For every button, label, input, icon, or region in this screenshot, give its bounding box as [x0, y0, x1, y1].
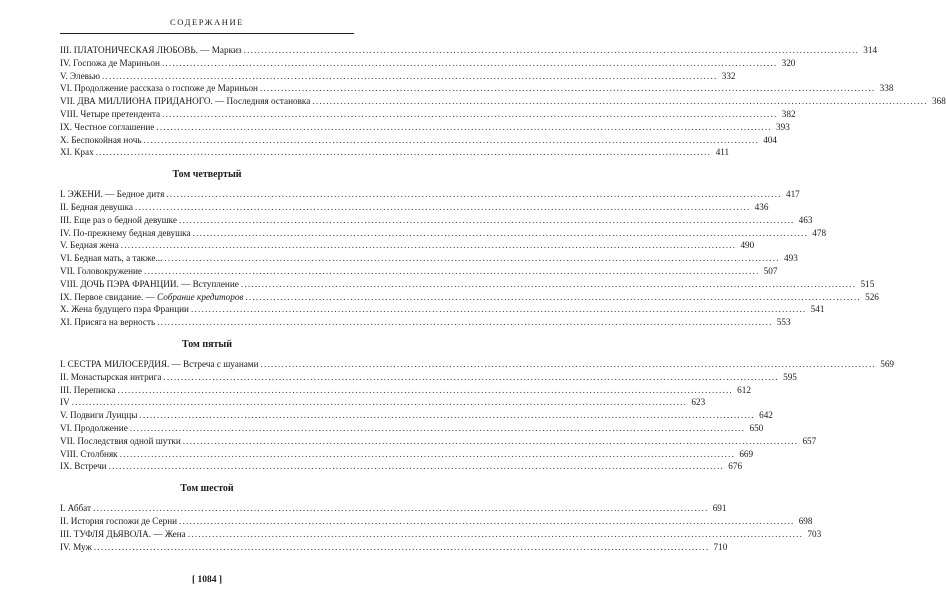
header-rule	[60, 33, 354, 34]
toc-entry	[60, 528, 822, 541]
toc-entry	[60, 396, 706, 409]
toc-entry	[60, 384, 751, 397]
chapter-page-number: 368	[932, 96, 946, 107]
chapter-page-number: 691	[712, 503, 727, 514]
chapter-title-text: VII. ДВА МИЛЛИОНА ПРИДАНОГО. — Последняя остановка	[60, 96, 311, 107]
chapter-title	[60, 134, 142, 147]
chapter-title	[60, 278, 239, 291]
toc-entry	[60, 70, 736, 83]
dot-leader	[96, 146, 711, 159]
chapter-title	[60, 70, 100, 83]
toc-entry	[60, 291, 879, 304]
chapter-title	[60, 384, 115, 397]
chapter-title	[60, 95, 310, 108]
chapter-title	[60, 515, 177, 528]
chapter-title	[60, 528, 186, 541]
toc-entry	[60, 541, 728, 554]
chapter-title-text: VI. Продолжение	[60, 422, 128, 433]
chapter-page-number: 642	[759, 410, 773, 421]
chapter-title-text: IV. По-прежнему бедная девушка	[60, 227, 191, 238]
chapter-title-text: VIII. Столбняк	[60, 448, 118, 459]
toc-entry	[60, 44, 878, 57]
dot-leader	[193, 227, 808, 240]
toc-entry	[60, 82, 894, 95]
dot-leader	[179, 214, 794, 227]
toc-section	[60, 338, 894, 473]
toc-entry	[60, 358, 894, 371]
dot-leader	[162, 108, 777, 121]
chapter-title	[60, 422, 128, 435]
volume-heading: Том шестой	[180, 483, 234, 495]
toc-entry	[60, 371, 797, 384]
toc-entry	[60, 134, 777, 147]
chapter-title	[60, 409, 137, 422]
chapter-title-text: VI. Бедная мать, а также...	[60, 253, 163, 264]
chapter-page-number: 703	[807, 528, 822, 539]
chapter-title	[60, 82, 258, 95]
toc-entry	[60, 435, 817, 448]
chapter-page-number: 669	[739, 448, 754, 459]
chapter-page-number: 698	[798, 515, 813, 526]
page-number: [ 1084 ]	[191, 575, 223, 585]
chapter-title-text: X. Беспокойная ночь	[60, 134, 142, 145]
chapter-page-number: 612	[737, 384, 751, 395]
chapter-page-number: 478	[812, 227, 827, 238]
dot-leader	[102, 70, 717, 83]
chapter-title-text: III. ТУФЛЯ ДЬЯВОЛА. — Жена	[60, 528, 186, 539]
chapter-title	[60, 108, 160, 121]
chapter-page-number: 515	[860, 278, 875, 289]
chapter-title-text: VII. Головокружение	[60, 265, 142, 276]
chapter-title-text: VIII. Четыре претендента	[60, 108, 161, 119]
chapter-title-text: V. Элевью	[60, 70, 101, 81]
chapter-page-number: 676	[728, 461, 743, 472]
chapter-title-text: VI. Продолжение рассказа о госпоже де Мариньон	[60, 83, 258, 94]
dot-leader	[179, 515, 794, 528]
chapter-title	[60, 541, 92, 554]
toc-entry	[60, 252, 798, 265]
chapter-title	[60, 188, 164, 201]
chapter-title-text: X. Жена будущего пэра Франции	[60, 304, 189, 315]
toc-entry	[60, 448, 754, 461]
toc-entry	[60, 95, 946, 108]
dot-leader	[188, 528, 803, 541]
volume-heading: Том четвертый	[172, 169, 242, 181]
dot-leader	[117, 384, 732, 397]
dot-leader	[139, 409, 754, 422]
chapter-title	[60, 44, 242, 57]
chapter-title-text: V. Подвиги Луиццы	[60, 410, 138, 421]
chapter-title-text: I. СЕСТРА МИЛОСЕРДИЯ. — Встреча с шуанами	[60, 358, 259, 369]
toc-entry	[60, 201, 769, 214]
chapter-title-text: IV	[60, 397, 70, 408]
dot-leader	[121, 239, 736, 252]
chapter-title-text: III. Еще раз о бедной девушке	[60, 214, 177, 225]
dot-leader	[261, 358, 876, 371]
dot-leader	[120, 448, 735, 461]
volume-heading: Том пятый	[182, 338, 232, 350]
dot-leader	[93, 502, 708, 515]
chapter-page-number: 650	[749, 422, 764, 433]
chapter-title-text: IV. Муж	[60, 541, 92, 552]
chapter-title-text: XI. Присяга на верность	[60, 317, 156, 328]
chapter-title	[60, 435, 181, 448]
dot-leader	[164, 252, 779, 265]
dot-leader	[163, 371, 778, 384]
chapter-page-number: 493	[784, 253, 798, 264]
dot-leader	[130, 422, 745, 435]
dot-leader	[162, 57, 777, 70]
toc-section	[60, 168, 879, 329]
chapter-title	[60, 265, 142, 278]
dot-leader	[94, 541, 709, 554]
toc-entry	[60, 316, 791, 329]
chapter-title-text: II. Монастырская интрига	[60, 371, 162, 382]
chapter-title	[60, 358, 259, 371]
toc-entry	[60, 278, 875, 291]
dot-leader	[156, 121, 771, 134]
chapter-title-text: XI. Крах	[60, 147, 94, 158]
dot-leader	[135, 201, 750, 214]
chapter-title	[60, 448, 118, 461]
chapter-page-number: 404	[763, 134, 777, 145]
chapter-page-number: 657	[802, 435, 817, 446]
chapter-page-number: 710	[713, 541, 728, 552]
chapter-title-text: I. Аббат	[60, 503, 92, 514]
chapter-page-number: 490	[740, 240, 755, 251]
chapter-title	[60, 227, 191, 240]
toc-section	[60, 482, 822, 553]
chapter-title	[60, 371, 161, 384]
chapter-page-number: 623	[691, 397, 706, 408]
chapter-title-text: II. Бедная девушка	[60, 201, 133, 212]
chapter-page-number: 436	[754, 201, 769, 212]
dot-leader	[109, 460, 724, 473]
dot-leader	[245, 291, 860, 304]
chapter-title-text: I. ЭЖЕНИ. — Бедное дитя	[60, 189, 165, 200]
chapter-title	[60, 460, 107, 473]
toc-entry	[60, 422, 764, 435]
toc-entry	[60, 515, 813, 528]
toc-entry	[60, 239, 755, 252]
dot-leader	[191, 303, 806, 316]
chapter-title-text: VIII. ДОЧЬ ПЭРА ФРАНЦИИ. — Вступление	[60, 278, 239, 289]
chapter-title	[60, 502, 91, 515]
dot-leader	[72, 396, 687, 409]
toc-entry	[60, 409, 773, 422]
chapter-page-number: 595	[783, 371, 797, 382]
chapter-title-text: V. Бедная жена	[60, 240, 119, 251]
chapter-page-number: 393	[776, 121, 790, 132]
toc-entry	[60, 108, 796, 121]
chapter-title-text: IX. Честное соглашение	[60, 121, 155, 132]
toc-entry	[60, 188, 800, 201]
chapter-subtitle-italic: Собрание кредиторов	[157, 291, 244, 302]
chapter-page-number: 526	[865, 291, 879, 302]
dot-leader	[244, 44, 859, 57]
chapter-page-number: 314	[863, 45, 878, 55]
chapter-title	[60, 146, 94, 159]
chapter-title	[60, 291, 243, 304]
chapter-title	[60, 121, 154, 134]
dot-leader	[166, 188, 781, 201]
chapter-page-number: 463	[798, 214, 813, 225]
chapter-title	[60, 57, 160, 70]
chapter-page-number: 382	[781, 108, 796, 119]
chapter-title	[60, 316, 155, 329]
dot-leader	[144, 134, 759, 147]
chapter-title	[60, 303, 189, 316]
toc-section	[60, 44, 946, 159]
toc-entry	[60, 121, 790, 134]
toc-entry	[60, 502, 727, 515]
chapter-title	[60, 252, 162, 265]
toc-entry	[60, 265, 778, 278]
chapter-page-number: 417	[785, 189, 800, 200]
chapter-page-number: 332	[721, 70, 736, 81]
chapter-title-text: IX. Первое свидание. —	[60, 291, 158, 302]
chapter-title	[60, 214, 177, 227]
chapter-page-number: 553	[776, 317, 791, 328]
chapter-title	[60, 239, 119, 252]
toc-entry	[60, 57, 796, 70]
chapter-page-number: 320	[781, 57, 796, 68]
chapter-title-text: VII. Последствия одной шутки	[60, 435, 181, 446]
chapter-title-text: II. История госпожи де Серни	[60, 515, 178, 526]
chapter-page-number: 507	[763, 265, 778, 276]
table-of-contents	[60, 44, 946, 553]
dot-leader	[241, 278, 856, 291]
chapter-title	[60, 201, 133, 214]
chapter-title-text: IX. Встречи	[60, 461, 107, 472]
toc-entry	[60, 146, 730, 159]
toc-entry	[60, 303, 825, 316]
dot-leader	[312, 95, 927, 108]
dot-leader	[260, 82, 875, 95]
toc-entry	[60, 460, 743, 473]
toc-entry	[60, 214, 813, 227]
chapter-title-text: IV. Госпожа де Мариньон	[60, 57, 160, 68]
chapter-title	[60, 396, 70, 409]
chapter-title-text: III. ПЛАТОНИЧЕСКАЯ ЛЮБОВЬ. — Маркиз	[60, 45, 242, 55]
dot-leader	[157, 316, 772, 329]
chapter-title-text: III. Переписка	[60, 384, 116, 395]
chapter-page-number: 338	[879, 83, 894, 94]
dot-leader	[183, 435, 798, 448]
chapter-page-number: 411	[715, 147, 730, 158]
toc-entry	[60, 227, 827, 240]
dot-leader	[144, 265, 759, 278]
running-header: СОДЕРЖАНИЕ	[169, 17, 245, 27]
chapter-page-number: 569	[880, 358, 894, 369]
chapter-page-number: 541	[810, 304, 825, 315]
